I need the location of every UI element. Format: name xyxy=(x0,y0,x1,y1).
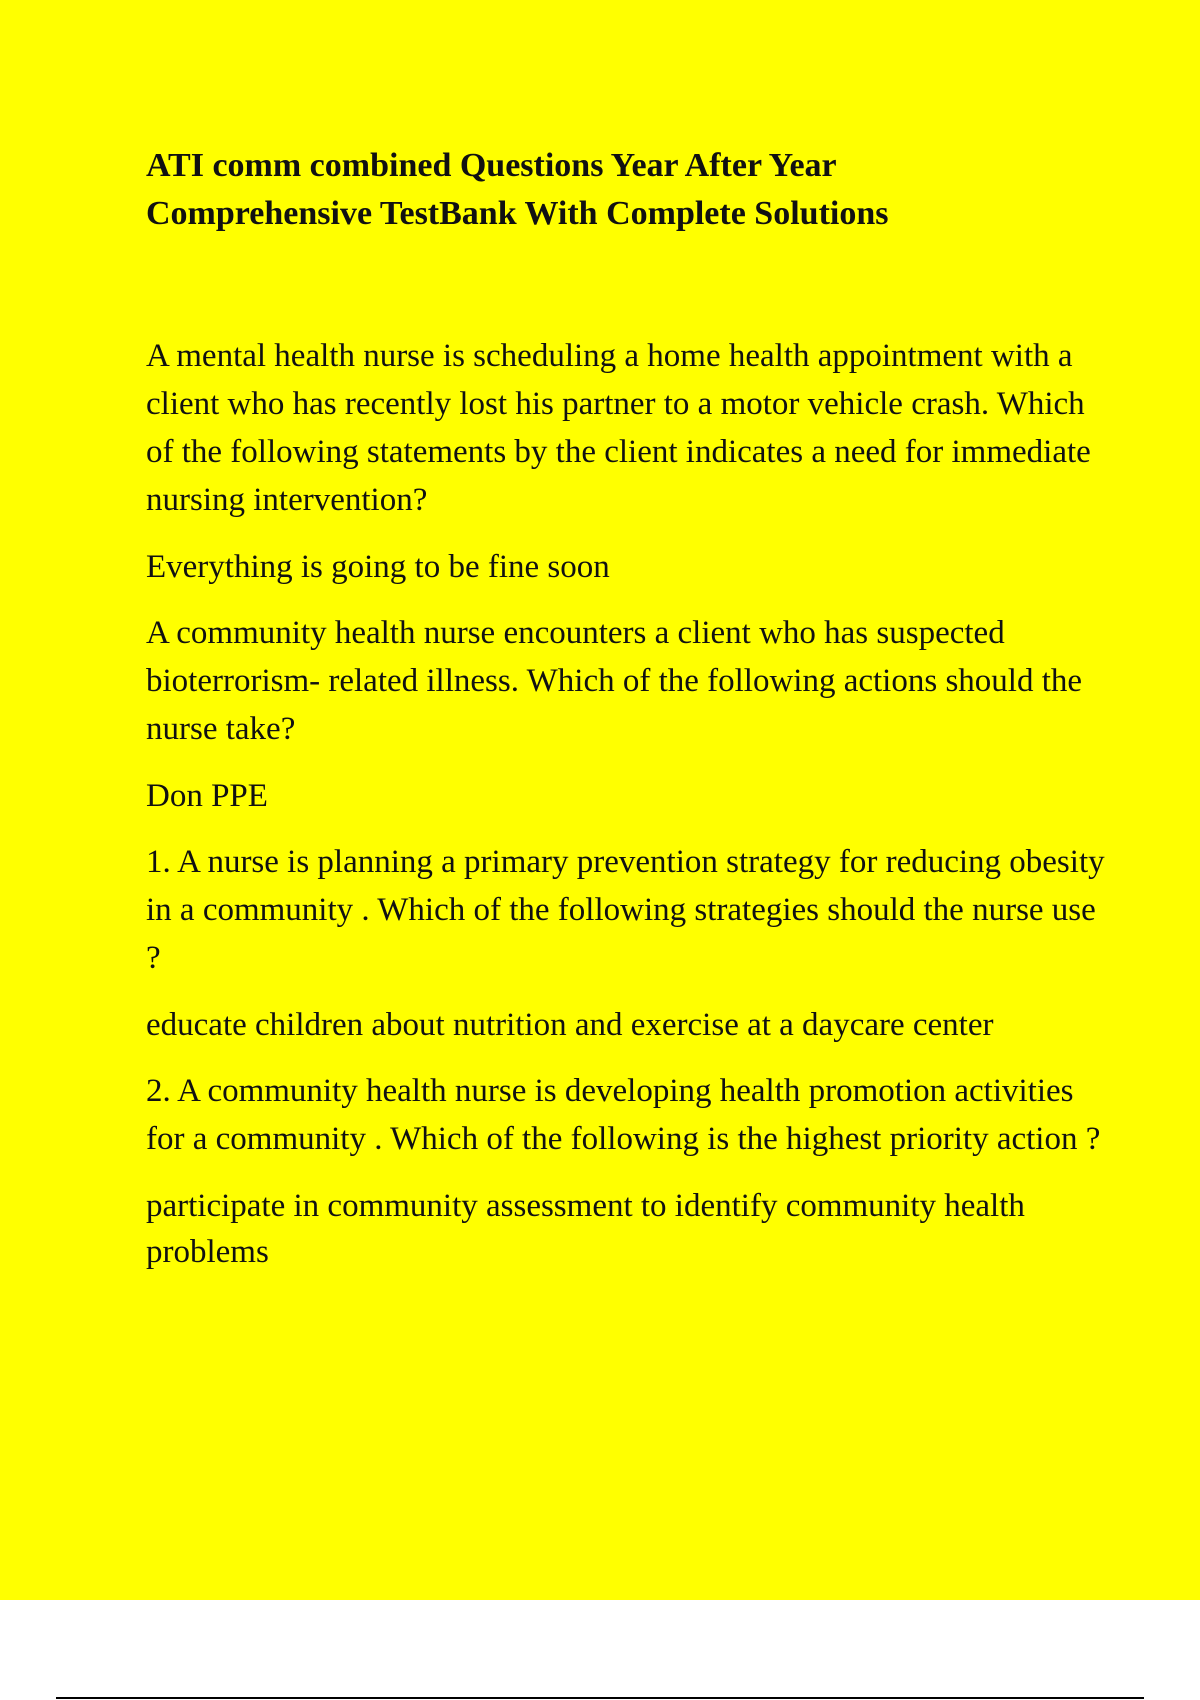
question-text: A mental health nurse is scheduling a home health appointment with a client who has recently lost his partner to a motor vehicle crash. Which of the following statements by the client indicates a need for immediate nursing intervention? xyxy=(146,338,1091,518)
answer-text: participate in community assessment to identify community health problems xyxy=(146,1188,1025,1270)
title-line-2: Comprehensive TestBank With Complete Solutions xyxy=(146,195,889,232)
question-text: 2. A community health nurse is developing health promotion activities for a community . Which of the following is the highest priority action ? xyxy=(146,1073,1101,1157)
title-line-1: ATI comm combined Questions Year After Year xyxy=(146,147,837,184)
question-text: A community health nurse encounters a client who has suspected bioterrorism- related illness. Which of the following actions should the nurse take? xyxy=(146,615,1083,747)
document-title xyxy=(146,142,1106,238)
answer-text: educate children about nutrition and exercise at a daycare center xyxy=(146,1007,994,1043)
question-text: 1. A nurse is planning a primary prevention strategy for reducing obesity in a community . Which of the following strategies should the nurse use ? xyxy=(146,844,1105,976)
document-content xyxy=(146,142,1106,1294)
question-answer-list xyxy=(146,332,1106,1275)
answer-text: Everything is going to be fine soon xyxy=(146,549,610,585)
answer-text: Don PPE xyxy=(146,778,268,814)
footer-divider xyxy=(56,1697,1144,1699)
